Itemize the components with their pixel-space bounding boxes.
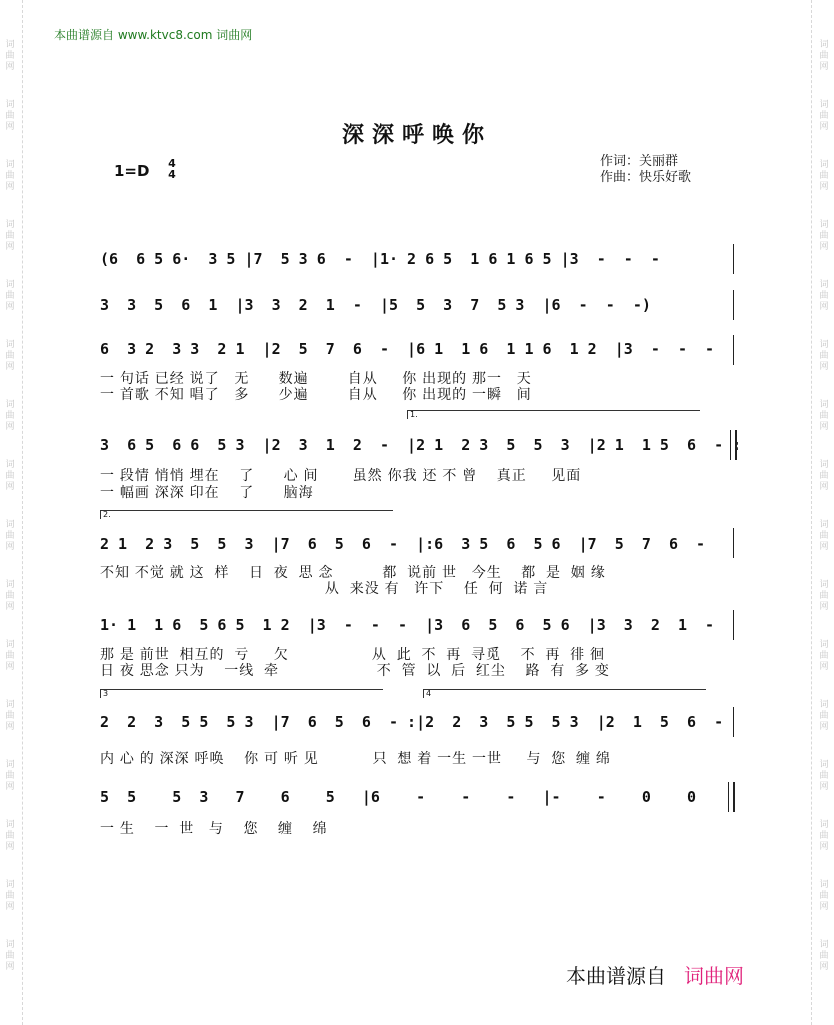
- watermark-glyph: 曲: [819, 591, 829, 601]
- barline: [733, 290, 734, 320]
- watermark-glyph: 网: [819, 602, 829, 612]
- credits: [600, 154, 691, 186]
- watermark-glyph: 词: [5, 220, 15, 230]
- watermark-glyph: 网: [819, 182, 829, 192]
- volta-2-label: 2.: [103, 510, 111, 519]
- watermark-glyph: 曲: [819, 771, 829, 781]
- right-dashed-margin: [811, 0, 834, 1025]
- watermark-glyph: 词: [819, 880, 829, 890]
- watermark-glyph: 曲: [5, 351, 15, 361]
- volta-2-bracket: [100, 510, 393, 519]
- score-row-1-notes: (6 6 5 6· 3 5 |7 5 3 6 - |1· 2 6 5 1 6 1 6 5 |3 - - -: [100, 250, 660, 268]
- watermark-glyph: 网: [5, 62, 15, 72]
- volta-3-bracket: [100, 689, 383, 698]
- watermark-glyph: 曲: [5, 891, 15, 901]
- watermark-glyph: 曲: [819, 171, 829, 181]
- watermark-glyph: 词: [5, 340, 15, 350]
- watermark-glyph: 网: [5, 842, 15, 852]
- watermark-glyph: 网: [5, 602, 15, 612]
- watermark-glyph: 网: [819, 722, 829, 732]
- watermark-glyph: 词: [819, 460, 829, 470]
- watermark-glyph: 曲: [819, 831, 829, 841]
- watermark-glyph: 曲: [5, 711, 15, 721]
- watermark-glyph: 网: [5, 302, 15, 312]
- score-row-4-notes: 3 6 5 6 6 5 3 |2 3 1 2 - |2 1 2 3 5 5 3 |2 1 1 5 6 - :: [100, 436, 742, 454]
- watermark-glyph: 词: [819, 940, 829, 950]
- composer: 作曲：快乐好歌: [600, 170, 692, 185]
- watermark-glyph: 词: [819, 160, 829, 170]
- time-signature-bottom: 4: [168, 168, 176, 181]
- score-row-5-lyric-2: 从 来没 有 许下 任 何 诺 言: [100, 580, 549, 596]
- score-row-8-notes: 5 5 5 3 7 6 5 |6 - - - |- - 0 0: [100, 788, 697, 806]
- watermark-glyph: 词: [819, 340, 829, 350]
- watermark-glyph: 词: [819, 760, 829, 770]
- watermark-glyph: 曲: [5, 231, 15, 241]
- footer-source: [566, 960, 744, 989]
- footer-source-text: 本曲谱源自: [566, 964, 666, 988]
- lyricist: 作词：关丽群: [600, 154, 679, 169]
- time-signature-top: 4: [168, 157, 176, 170]
- header-source-line[interactable]: 本曲谱源自 www.ktvc8.com 词曲网: [54, 28, 253, 42]
- watermark-glyph: 网: [819, 242, 829, 252]
- volta-1-label: 1.: [410, 410, 418, 419]
- watermark-glyph: 词: [5, 940, 15, 950]
- watermark-glyph: 曲: [5, 111, 15, 121]
- left-dashed-margin: [0, 0, 23, 1025]
- score-row-3-lyric-1: 一 句话 已经 说了 无 数遍 自从 你 出现的 那一 天: [100, 370, 532, 386]
- time-signature: [166, 158, 178, 180]
- watermark-glyph: 曲: [819, 531, 829, 541]
- score-row-4-lyric-2: 一 幅画 深深 印在 了 脑海: [100, 484, 314, 500]
- key-signature: 1=D: [114, 162, 150, 180]
- watermark-glyph: 词: [5, 760, 15, 770]
- watermark-glyph: 词: [5, 100, 15, 110]
- watermark-glyph: 词: [5, 640, 15, 650]
- watermark-glyph: 网: [819, 902, 829, 912]
- watermark-glyph: 曲: [5, 831, 15, 841]
- watermark-glyph: 曲: [5, 591, 15, 601]
- score-row-8-lyric-1: 一 生 一 世 与 您 缠 绵: [100, 820, 328, 836]
- watermark-glyph: 网: [5, 422, 15, 432]
- watermark-glyph: 曲: [819, 51, 829, 61]
- barline: [733, 610, 734, 640]
- watermark-glyph: 网: [819, 362, 829, 372]
- volta-1-bracket: [407, 410, 700, 419]
- watermark-glyph: 词: [5, 520, 15, 530]
- footer-brand-link[interactable]: 词曲网: [684, 964, 744, 988]
- watermark-glyph: 网: [819, 842, 829, 852]
- score-row-5-lyric-1: 不知 不觉 就 这 样 日 夜 思 念 都 说前 世 今生 都 是 姻 缘: [100, 564, 606, 580]
- watermark-glyph: 词: [819, 640, 829, 650]
- watermark-glyph: 词: [819, 820, 829, 830]
- watermark-glyph: 曲: [5, 651, 15, 661]
- watermark-glyph: 网: [5, 962, 15, 972]
- watermark-glyph: 曲: [819, 291, 829, 301]
- watermark-glyph: 词: [819, 520, 829, 530]
- watermark-glyph: 网: [819, 662, 829, 672]
- watermark-glyph: 网: [819, 422, 829, 432]
- final-barline: [728, 782, 735, 812]
- watermark-glyph: 网: [819, 962, 829, 972]
- score-row-4-lyric-1: 一 段情 悄悄 埋在 了 心 间 虽然 你我 还 不 曾 真正 见面: [100, 467, 582, 483]
- watermark-glyph: 网: [5, 242, 15, 252]
- score-row-2-notes: 3 3 5 6 1 |3 3 2 1 - |5 5 3 7 5 3 |6 - - -): [100, 296, 651, 314]
- watermark-glyph: 曲: [5, 171, 15, 181]
- repeat-end-barline: [730, 430, 737, 460]
- watermark-glyph: 网: [819, 62, 829, 72]
- watermark-glyph: 词: [5, 820, 15, 830]
- score-row-7-notes: 2 2 3 5 5 5 3 |7 6 5 6 - :|2 2 3 5 5 5 3 |2 1 5 6 -: [100, 713, 724, 731]
- watermark-glyph: 网: [819, 302, 829, 312]
- barline: [733, 528, 734, 558]
- barline: [733, 244, 734, 274]
- watermark-glyph: 曲: [819, 651, 829, 661]
- watermark-glyph: 网: [5, 542, 15, 552]
- watermark-glyph: 网: [5, 662, 15, 672]
- barline: [733, 335, 734, 365]
- watermark-glyph: 网: [5, 122, 15, 132]
- score-row-3-lyric-2: 一 首歌 不知 唱了 多 少遍 自从 你 出现的 一瞬 间: [100, 386, 532, 402]
- watermark-glyph: 曲: [819, 231, 829, 241]
- watermark-glyph: 网: [5, 722, 15, 732]
- score-row-5-notes: 2 1 2 3 5 5 3 |7 6 5 6 - |:6 3 5 6 5 6 |7 5 7 6 -: [100, 535, 706, 553]
- watermark-glyph: 词: [819, 700, 829, 710]
- watermark-glyph: 词: [5, 400, 15, 410]
- watermark-glyph: 词: [819, 280, 829, 290]
- score-row-6-lyric-1: 那 是 前世 相互的 亏 欠 从 此 不 再 寻觅 不 再 徘 徊: [100, 646, 606, 662]
- watermark-glyph: 曲: [5, 51, 15, 61]
- watermark-glyph: 词: [819, 400, 829, 410]
- song-title: 深深呼唤你: [341, 123, 492, 148]
- barline: [733, 707, 734, 737]
- watermark-glyph: 网: [819, 782, 829, 792]
- watermark-glyph: 词: [819, 220, 829, 230]
- watermark-glyph: 词: [819, 580, 829, 590]
- watermark-glyph: 词: [5, 460, 15, 470]
- watermark-glyph: 网: [819, 482, 829, 492]
- watermark-glyph: 曲: [5, 471, 15, 481]
- volta-4-label: 4: [426, 689, 432, 698]
- watermark-glyph: 曲: [819, 891, 829, 901]
- watermark-glyph: 曲: [5, 291, 15, 301]
- watermark-glyph: 词: [5, 580, 15, 590]
- watermark-glyph: 网: [819, 542, 829, 552]
- watermark-glyph: 词: [5, 880, 15, 890]
- watermark-glyph: 网: [819, 122, 829, 132]
- watermark-glyph: 网: [5, 182, 15, 192]
- watermark-glyph: 曲: [819, 351, 829, 361]
- watermark-glyph: 网: [5, 782, 15, 792]
- watermark-glyph: 曲: [819, 111, 829, 121]
- watermark-glyph: 曲: [819, 471, 829, 481]
- watermark-glyph: 网: [5, 362, 15, 372]
- watermark-glyph: 词: [5, 40, 15, 50]
- watermark-glyph: 曲: [819, 711, 829, 721]
- score-row-7-lyric-1: 内 心 的 深深 呼唤 你 可 听 见 只 想 着 一生 一世 与 您 缠 绵: [100, 750, 611, 766]
- watermark-glyph: 词: [819, 100, 829, 110]
- watermark-glyph: 曲: [5, 951, 15, 961]
- watermark-glyph: 曲: [5, 411, 15, 421]
- watermark-glyph: 网: [5, 902, 15, 912]
- watermark-glyph: 曲: [819, 951, 829, 961]
- watermark-glyph: 曲: [5, 771, 15, 781]
- watermark-glyph: 曲: [819, 411, 829, 421]
- score-row-6-lyric-2: 日 夜 思念 只为 一线 牵 不 管 以 后 红尘 路 有 多 变: [100, 662, 610, 678]
- watermark-glyph: 词: [5, 280, 15, 290]
- volta-4-bracket: [423, 689, 706, 698]
- watermark-glyph: 词: [5, 700, 15, 710]
- volta-3-label: 3: [103, 689, 109, 698]
- score-row-3-notes: 6 3 2 3 3 2 1 |2 5 7 6 - |6 1 1 6 1 1 6 1 2 |3 - - -: [100, 340, 715, 358]
- watermark-glyph: 词: [819, 40, 829, 50]
- watermark-glyph: 网: [5, 482, 15, 492]
- score-row-6-notes: 1· 1 1 6 5 6 5 1 2 |3 - - - |3 6 5 6 5 6 |3 3 2 1 -: [100, 616, 715, 634]
- watermark-glyph: 曲: [5, 531, 15, 541]
- watermark-glyph: 词: [5, 160, 15, 170]
